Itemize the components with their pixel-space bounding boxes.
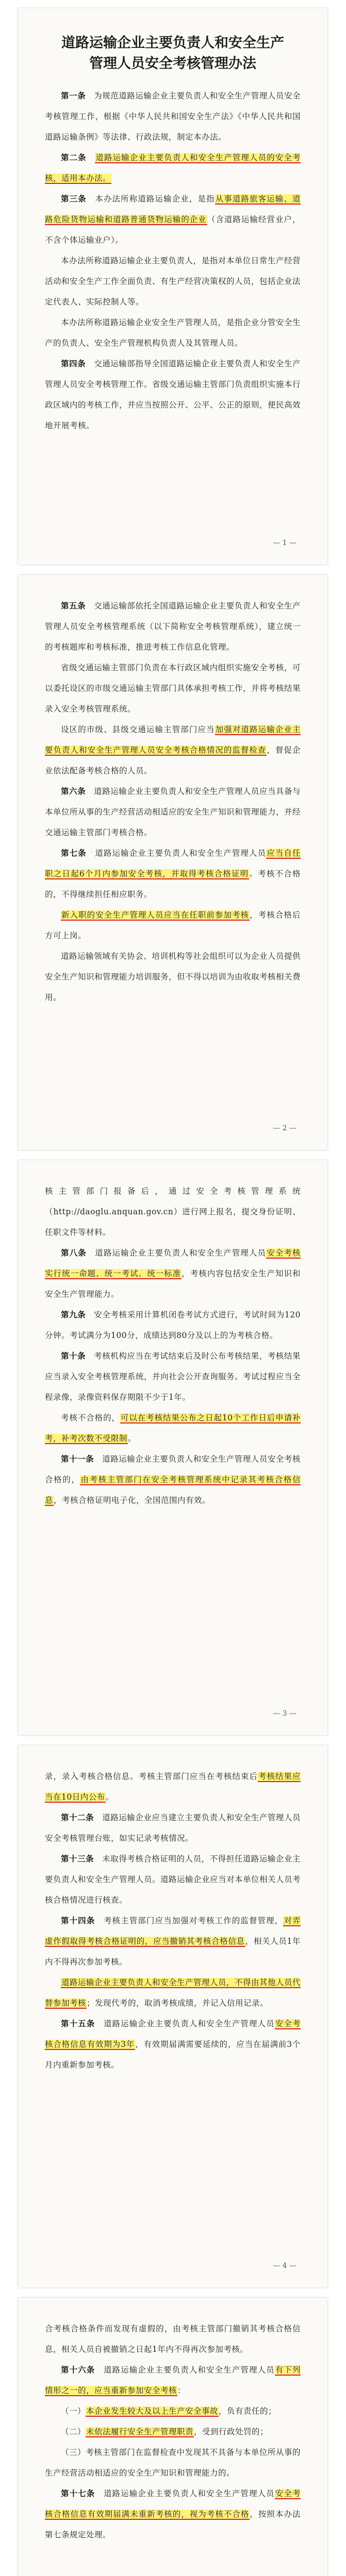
page-number: — 2 —	[273, 1124, 296, 1132]
article-13: 第十三条 未取得考核合格证明的人员，不得担任道路运输企业主要负责人和安全生产管理人员。道路运输企业应当对本单位相关人员考核合格情况进行核查。	[45, 1854, 301, 1905]
highlight: 安全考核合格信息有效期届满未重新考核的，视为考核不合格	[45, 2489, 301, 2519]
article-12: 第十二条 道路运输企业应当建立主要负责人和安全生产管理人员安全考核管理台账，如实记录考核情况。	[45, 1812, 301, 1843]
article-15: 第十五条 道路运输企业主要负责人和安全生产管理人员安全考核合格信息有效期为3年，有效期届满需要延续的，应当在届满前3个月内重新参加考核。	[45, 2019, 301, 2070]
article-14: 第十四条 考核主管部门应当加强对考核工作的监督管理，对弄虚作假取得考核合格证明的，应当撤销其考核合格信息，相关人员1年内不得再次参加考核。	[45, 1916, 301, 1967]
article-4: 第四条 交通运输部指导全国道路运输企业主要负责人和安全生产管理人员安全考核管理工作。省级交通运输主管部门负责组织实施本行政区域内的考核工作，并应当按照公开、公平、公正的原则，便民高效地开展考核。	[45, 359, 301, 430]
paragraph: 考核不合格的，可以在考核结果公布之日起10个工作日后申请补考，补考次数不受限制。	[45, 1413, 301, 1443]
page-3	[18, 1160, 327, 1735]
list-item: （一）本企业发生较大及以上生产安全事故，负有责任的；	[61, 2406, 277, 2416]
paragraph: 本办法所称道路运输企业安全生产管理人员，是指企业分管安全生产的负责人、安全生产管理机构负责人及其管理人员。	[45, 318, 301, 348]
page-1	[18, 8, 327, 565]
article-2: 第二条 道路运输企业主要负责人和安全生产管理人员的安全考核，适用本办法。	[45, 152, 301, 183]
page-number: — 1 —	[273, 539, 296, 547]
list-item: （二）未依法履行安全生产管理职责，受到行政处罚的；	[61, 2427, 269, 2436]
highlight: 加强对道路运输企业主要负责人和安全生产管理人员安全考核合格情况的监督检查	[45, 725, 301, 755]
list-item: （三）考核主管部门在监督检查中发现其不具备与本单位所从事的生产经营活动相适应的安全生产知识和管理能力的。	[45, 2448, 301, 2478]
paragraph: 道路运输企业主要负责人和安全生产管理人员，不得由其他人员代替参加考核；发现代考的，取消考核成绩，并记入信用记录。	[45, 1978, 301, 2008]
highlight: 可以在考核结果公布之日起10个工作日后申请补考，补考次数不受限制	[45, 1413, 301, 1443]
article-16: 第十六条 道路运输企业主要负责人和安全生产管理人员有下列情形之一的，应当重新参加安全考核：	[45, 2365, 301, 2395]
page-2	[18, 575, 327, 1150]
paragraph: 道路运输领域有关协会、培训机构等社会组织可以为企业人员提供安全生产知识和管理能力培训服务，但不得以培训为由收取考核相关费用。	[45, 952, 301, 1002]
paragraph: 本办法所称道路运输企业主要负责人，是指对本单位日常生产经营活动和安全生产工作全面负责、有生产经营决策权的人员，包括企业法定代表人、实际控制人等。	[45, 256, 301, 307]
page-number: — 3 —	[273, 1709, 296, 1718]
highlight: 从事道路旅客运输、道路危险货物运输和道路普通货物运输的企业	[45, 194, 301, 224]
article-5: 第五条 交通运输部依托全国道路运输企业主要负责人和安全生产管理人员安全考核管理系统（以下简称安全考核管理系统），建立统一的考核题库和考核标准，推进考核工作信息化管理。	[45, 601, 301, 652]
paragraph: 核主管部门报备后，通过安全考核管理系统（http://daoglu.anquan.gov.cn）进行网上报名，提交身份证明、任职文件等材料。	[45, 1187, 301, 1237]
highlight: 有下列情形之一的，应当重新参加安全考核	[45, 2365, 301, 2395]
page-number: — 4 —	[273, 2262, 296, 2270]
highlight: 安全考核合格信息有效期为3年	[45, 2019, 301, 2049]
article-8: 第八条 道路运输企业主要负责人和安全生产管理人员安全考核实行统一命题、统一考试、统一标准，考核内容包括安全生产知识和安全生产管理能力。	[45, 1248, 301, 1299]
highlight: 新入职的安全生产管理人员应当在任职前参加考核	[61, 910, 250, 920]
article-7: 第七条 道路运输企业主要负责人和安全生产管理人员应当自任职之日起6个月内参加安全考核，并取得考核合格证明。考核不合格的，不得继续担任相应职务。	[45, 848, 301, 899]
highlight: 未依法履行安全生产管理职责	[86, 2427, 194, 2436]
article-11: 第十一条 道路运输企业主要负责人和安全生产管理人员安全考核合格的，由考核主管部门在安全考核管理系统中记录其考核合格信息，考核合格证明电子化，全国范围内有效。	[45, 1454, 301, 1505]
article-9: 第九条 安全考核采用计算机闭卷考试方式进行，考试时间为120分钟。考试满分为100分，成绩达到80分及以上的为考核合格。	[45, 1310, 301, 1340]
highlight: 应当自任职之日起6个月内参加安全考核，并取得考核合格证明	[45, 849, 301, 878]
page-4	[18, 1745, 327, 2287]
article-6: 第六条 道路运输企业主要负责人和安全生产管理人员应当具备与本单位所从事的生产经营活动相适应的安全生产知识和管理能力，并经交通运输主管部门考核合格。	[45, 786, 301, 837]
highlight: 本企业发生较大及以上生产安全事故	[86, 2406, 219, 2416]
highlight: 考核结果应当在10日内公布	[45, 1772, 301, 1802]
title-line-1: 道路运输企业主要负责人和安全生产	[61, 35, 284, 51]
article-10: 第十条 考核机构应当在考试结束后及时公布考核结果，考核结果应当录入安全考核管理系统，并向社会公开查询服务。考试过程应当全程录像，录像资料保存期限不少于1年。	[45, 1351, 301, 1402]
paragraph: 合考核合格条件而发现有虚假的，由考核主管部门撤销其考核合格信息，相关人员自被撤销之日起1年内不得再次参加考核。	[45, 2324, 301, 2354]
paragraph: 省级交通运输主管部门负责在本行政区域内组织实施安全考核，可以委托设区的市级交通运输主管部门具体承担考核工作，并将考核结果录入安全考核管理系统。	[45, 663, 301, 714]
document-title	[45, 33, 301, 74]
highlight: 安全考核实行统一命题、统一考试、统一标准	[45, 1248, 301, 1278]
highlight: 道路运输企业主要负责人和安全生产管理人员的安全考核，适用本办法。	[45, 153, 301, 183]
article-1: 第一条 为规范道路运输企业主要负责人和安全生产管理人员安全考核管理工作，根据《中华人民共和国安全生产法》《中华人民共和国道路运输条例》等法律、行政法规，制定本办法。	[45, 91, 301, 142]
paragraph: 设区的市级、县级交通运输主管部门应当加强对道路运输企业主要负责人和安全生产管理人员安全考核合格情况的监督检查，督促企业依法配备考核合格的人员。	[45, 725, 301, 775]
paragraph: 新入职的安全生产管理人员应当在任职前参加考核，考核合格后方可上岗。	[45, 910, 301, 940]
article-17: 第十七条 道路运输企业主要负责人和安全生产管理人员安全考核合格信息有效期届满未重新考核的，视为考核不合格，按照本办法第七条规定处理。	[45, 2488, 301, 2539]
highlight: 道路运输企业主要负责人和安全生产管理人员，不得由其他人员代替参加考核	[45, 1978, 301, 2008]
title-line-2: 管理人员安全考核管理办法	[89, 56, 256, 72]
paragraph: 录，录入考核合格信息。考核主管部门应当在考核结束后考核结果应当在10日内公布。	[45, 1772, 301, 1802]
highlight: 由考核主管部门在安全考核管理系统中记录其考核合格信息	[45, 1475, 301, 1505]
page-5	[18, 2298, 327, 2576]
highlight: 对弄虚作假取得考核合格证明的，应当撤销其考核合格信息	[45, 1916, 301, 1946]
article-3: 第三条 本办法所称道路运输企业，是指从事道路旅客运输、道路危险货物运输和道路普通货物运输的企业（含道路运输经营业户，不含个体运输业户）。	[45, 194, 301, 245]
